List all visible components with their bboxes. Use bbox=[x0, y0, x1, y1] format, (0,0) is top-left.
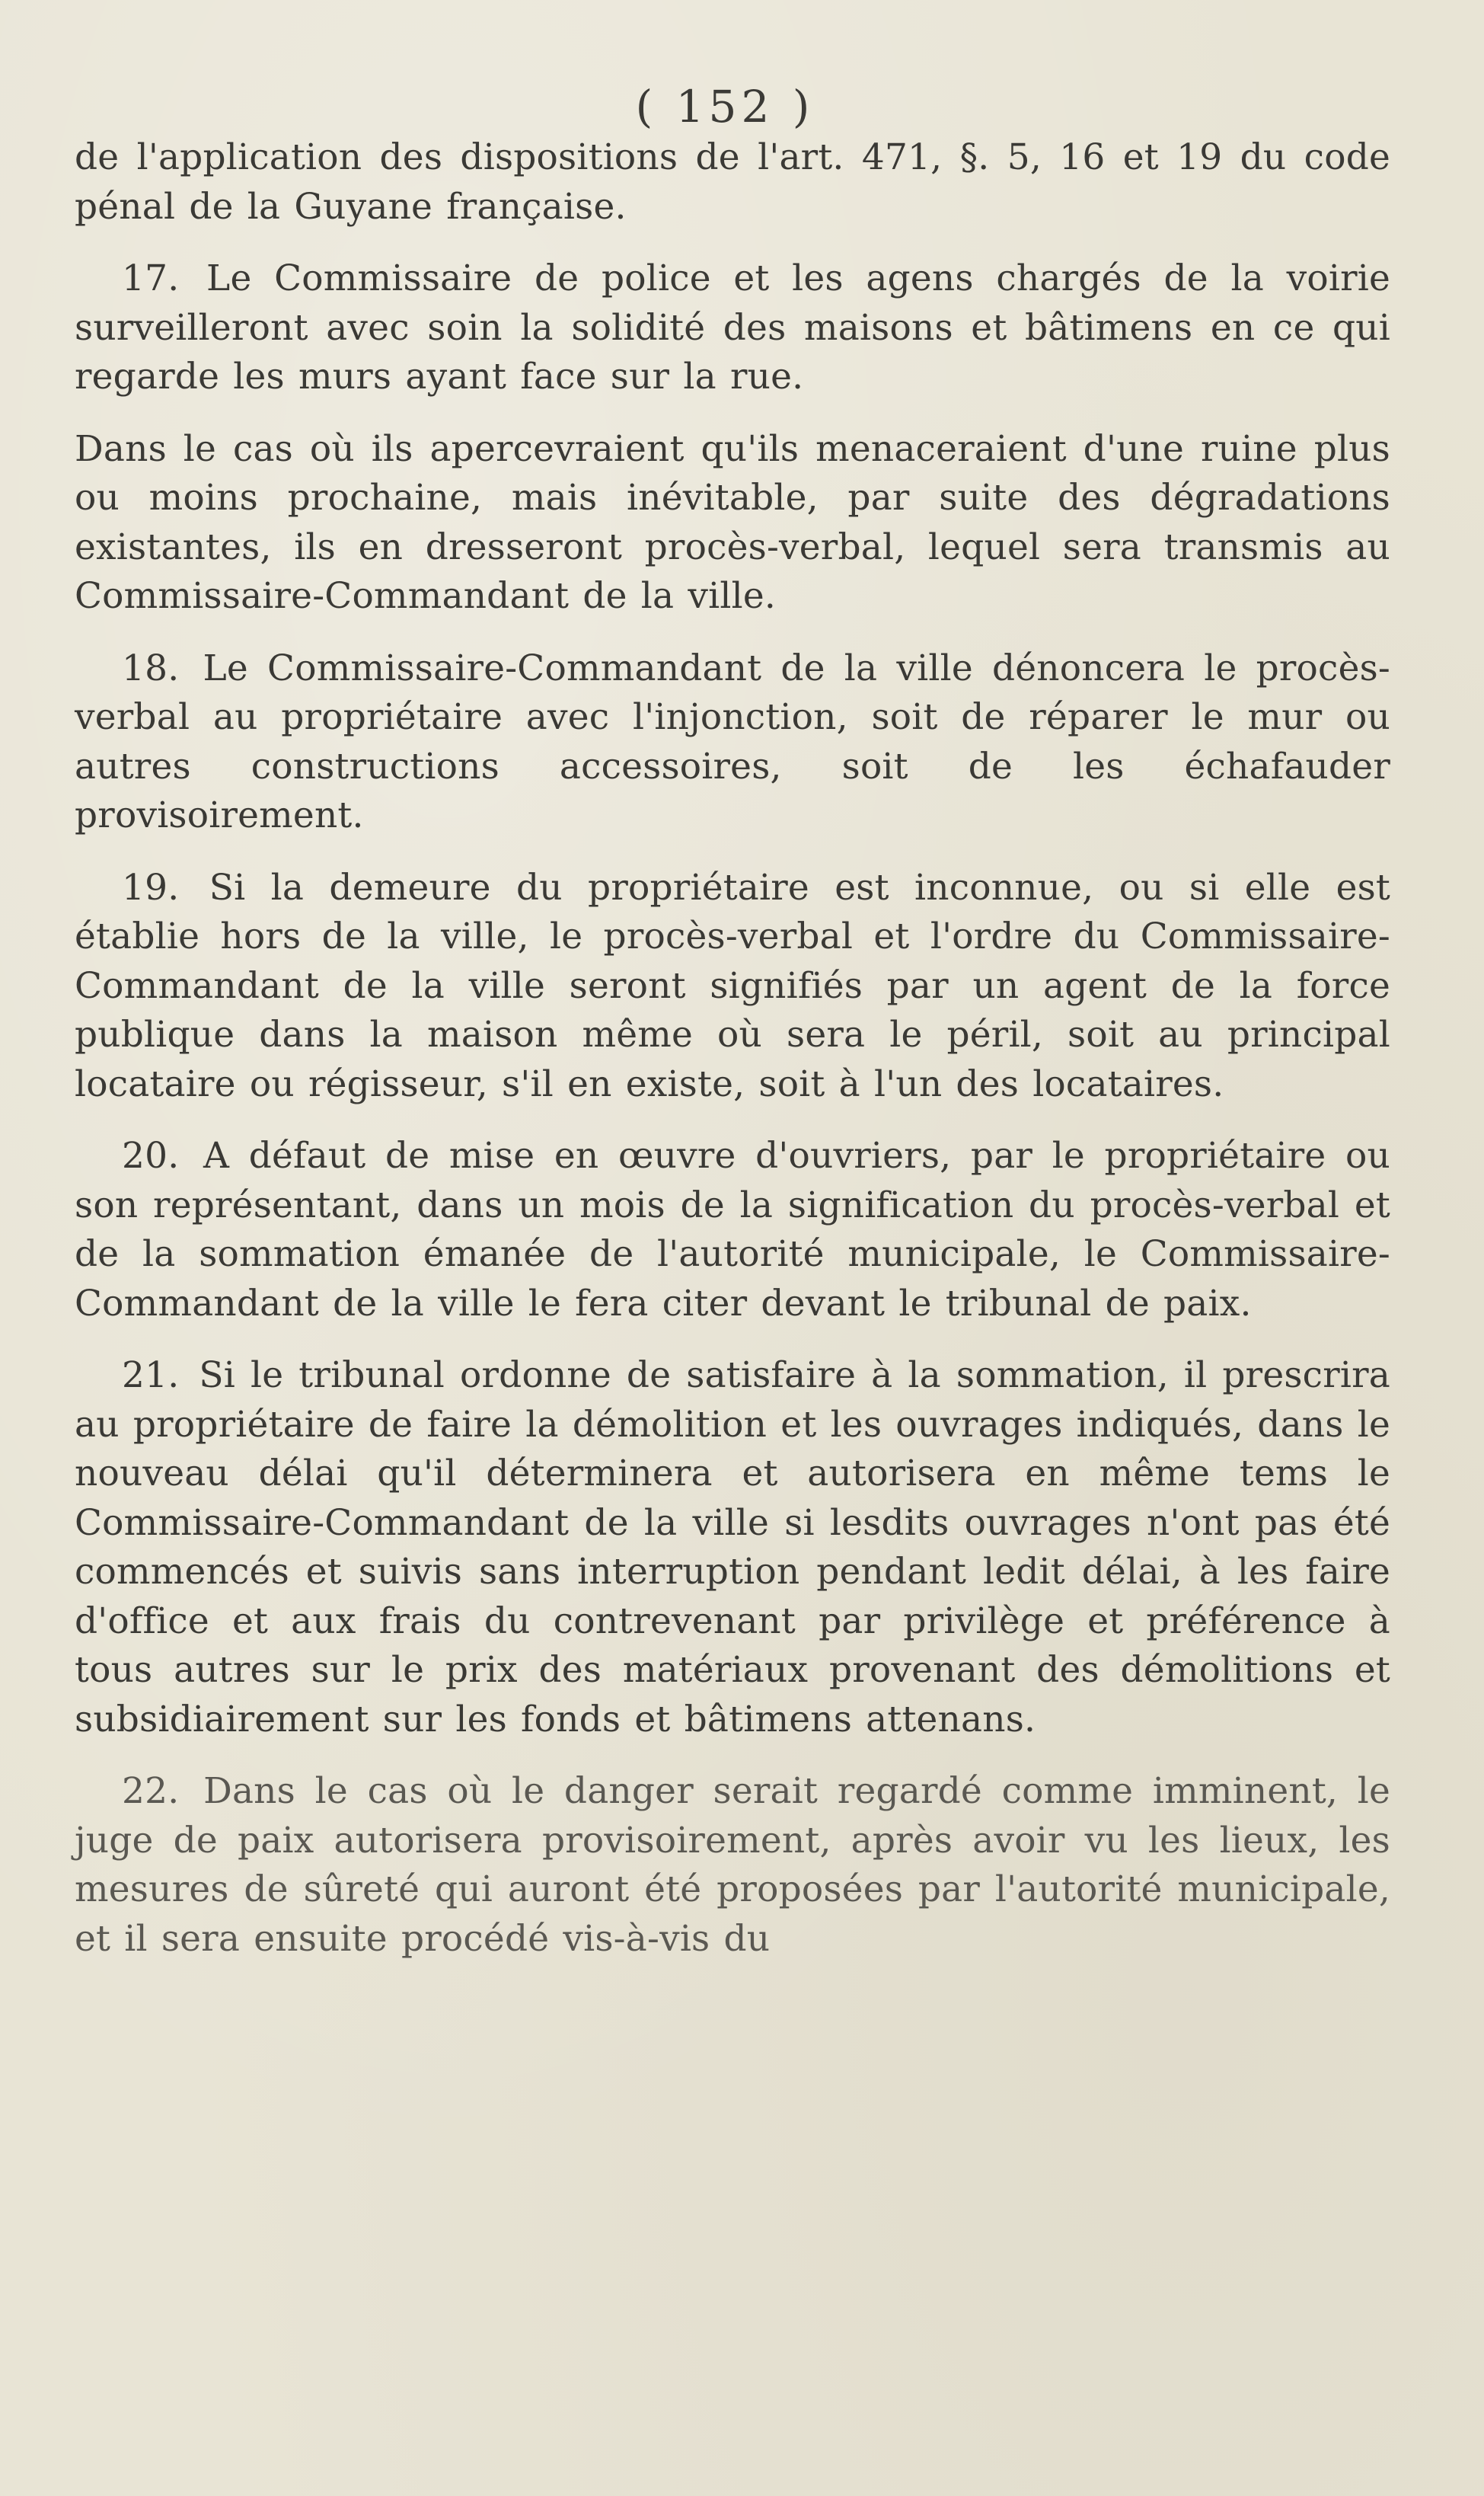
article-20 bbox=[75, 1132, 1390, 1328]
article-17-continued bbox=[75, 425, 1390, 622]
paragraph-text: Dans le cas où le danger serait regardé comme imminent, le juge de paix autorisera provisoirement, après avoir vu les lieux, les mesures de sûreté qui auront été proposées par l'autorité municipale, et il sera ensuite procédé vis-à-vis du bbox=[75, 1770, 1390, 1960]
page-number: ( 152 ) bbox=[635, 81, 815, 133]
article-17 bbox=[75, 254, 1390, 402]
article-number: 17. bbox=[122, 257, 180, 299]
article-21 bbox=[75, 1351, 1390, 1744]
paragraph-text: Le Commissaire de police et les agens chargés de la voirie surveilleront avec soin la solidité des maisons et bâtimens en ce qui regarde les murs ayant face sur la rue. bbox=[75, 257, 1390, 398]
paragraph-text: A défaut de mise en œuvre d'ouvriers, par le propriétaire ou son représentant, dans un mois de la signification du procès-verbal et de la sommation émanée de l'autorité municipale, le Commissaire-Commandant de la ville le fera citer devant le tribunal de paix. bbox=[75, 1135, 1390, 1325]
paragraph-text: Le Commissaire-Commandant de la ville dénoncera le procès-verbal au propriétaire avec l'injonction, soit de réparer le mur ou autres constructions accessoires, soit de les échafauder provisoirement. bbox=[75, 647, 1390, 836]
article-22 bbox=[75, 1767, 1390, 1964]
paragraph-text: de l'application des dispositions de l'art. 471, §. 5, 16 et 19 du code pénal de la Guyane française. bbox=[75, 136, 1390, 228]
paragraph-text: Dans le cas où ils apercevraient qu'ils menaceraient d'une ruine plus ou moins prochaine, mais inévitable, par suite des dégradations existantes, ils en dresseront procès-verbal, lequel sera transmis au Commissaire-Commandant de la ville. bbox=[75, 427, 1390, 617]
article-number: 18. bbox=[122, 647, 180, 689]
article-number: 22. bbox=[122, 1770, 180, 1812]
article-18 bbox=[75, 644, 1390, 841]
paragraph-continuation bbox=[75, 133, 1390, 232]
article-19 bbox=[75, 864, 1390, 1110]
article-number: 20. bbox=[122, 1135, 180, 1177]
paragraph-text: Si le tribunal ordonne de satisfaire à la sommation, il prescrira au propriétaire de faire la démolition et les ouvrages indiqués, dans le nouveau délai qu'il déterminera et autorisera en même tems le Commissaire-Commandant de la ville si lesdits ouvrages n'ont pas été commencés et suivis sans interruption pendant ledit délai, à les faire d'office et aux frais du contrevenant par privilège et préférence à tous autres sur le prix des matériaux provenant des démolitions et subsidiairement sur les fonds et bâtimens attenans. bbox=[75, 1354, 1390, 1740]
paragraph-text: Si la demeure du propriétaire est inconnue, ou si elle est établie hors de la ville, le procès-verbal et l'ordre du Commissaire-Commandant de la ville seront signifiés par un agent de la force publique dans la maison même où sera le péril, soit au principal locataire ou régisseur, s'il en existe, soit à l'un des locataires. bbox=[75, 866, 1391, 1105]
article-number: 21. bbox=[122, 1354, 180, 1396]
article-number: 19. bbox=[122, 866, 180, 909]
book-page bbox=[75, 80, 1390, 1964]
